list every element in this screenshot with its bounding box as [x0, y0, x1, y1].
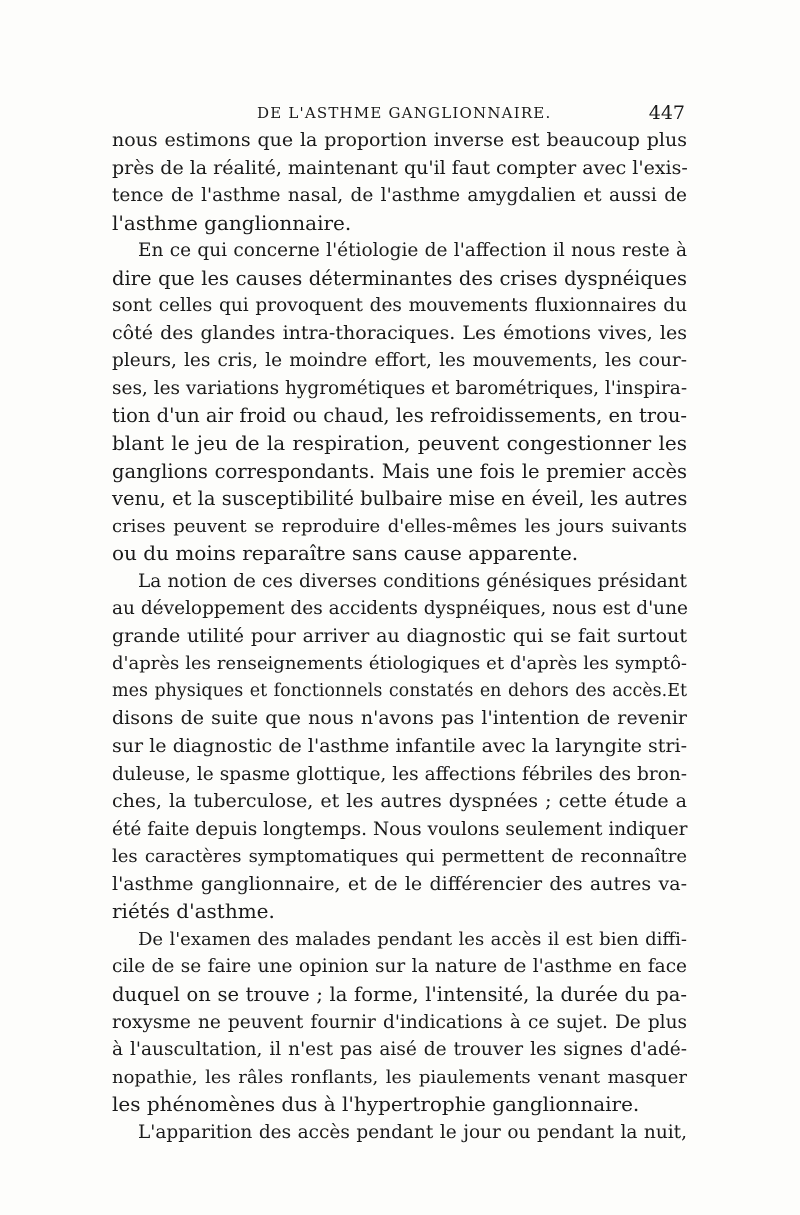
- text-line: roxysme ne peuvent fournir d'indications à ce sujet. De plus: [112, 1011, 687, 1033]
- running-title: DE L'ASTHME GANGLIONNAIRE.: [257, 104, 552, 122]
- text-line: mes physiques et fonctionnels constatés en dehors des accès.Et: [112, 680, 687, 701]
- text-line: L'apparition des accès pendant le jour ou pendant la nuit,: [138, 1121, 687, 1143]
- text-line: disons de suite que nous n'avons pas l'intention de revenir: [112, 707, 687, 730]
- text-line: les phénomènes dus à l'hypertrophie ganglionnaire.: [112, 1092, 640, 1117]
- text-line: De l'examen des malades pendant les accès il est bien diffi-: [138, 928, 687, 950]
- text-line: pleurs, les cris, le moindre effort, les mouvements, les cour-: [112, 350, 687, 372]
- text-line: duleuse, le spasme glottique, les affections fébriles des bron-: [112, 763, 687, 785]
- text-line: l'asthme ganglionnaire.: [112, 210, 352, 235]
- text-line: nous estimons que la proportion inverse est beaucoup plus: [112, 129, 687, 151]
- text-line: au développement des accidents dyspnéiques, nous est d'une: [112, 598, 688, 620]
- text-line: l'asthme ganglionnaire, et de le différencier des autres va-: [112, 872, 687, 895]
- text-line: ou du moins reparaître sans cause apparente.: [112, 541, 579, 566]
- text-line: sont celles qui provoquent des mouvements fluxionnaires du: [112, 295, 687, 317]
- text-line: venu, et la susceptibilité bulbaire mise en éveil, les autres: [112, 487, 688, 511]
- body-text: [112, 127, 687, 1146]
- text-line: à l'auscultation, il n'est pas aisé de trouver les signes d'adé-: [112, 1039, 687, 1061]
- text-line: tion d'un air froid ou chaud, les refroidissements, en trou-: [112, 404, 687, 428]
- text-line: d'après les renseignements étiologiques et d'après les symptô-: [112, 653, 687, 675]
- text-line: sur le diagnostic de l'asthme infantile avec la laryngite stri-: [112, 735, 687, 758]
- text-line: ganglions correspondants. Mais une fois le premier accès: [112, 459, 687, 483]
- text-line: tence de l'asthme nasal, de l'asthme amygdalien et aussi de: [112, 185, 687, 207]
- text-line: La notion de ces diverses conditions génésiques présidant: [138, 570, 687, 592]
- text-line: ses, les variations hygrométiques et barométriques, l'inspira-: [112, 377, 688, 399]
- text-line: nopathie, les râles ronflants, les piaulements venant masquer: [112, 1066, 687, 1088]
- text-line: blant le jeu de la respiration, peuvent congestionner les: [112, 431, 687, 456]
- text-line: dire que les causes déterminantes des crises dyspnéiques: [112, 266, 687, 290]
- text-line: cile de se faire une opinion sur la nature de l'asthme en face: [112, 956, 687, 978]
- text-line: près de la réalité, maintenant qu'il faut compter avec l'exis-: [112, 156, 688, 179]
- text-line: riétés d'asthme.: [112, 899, 275, 924]
- text-line: ches, la tuberculose, et les autres dyspnées ; cette étude a: [112, 790, 687, 813]
- text-line: les caractères symptomatiques qui permettent de reconnaître: [112, 846, 687, 868]
- running-head: [112, 102, 687, 130]
- text-line: En ce qui concerne l'étiologie de l'affection il nous reste à: [138, 240, 687, 262]
- text-line: été faite depuis longtemps. Nous voulons seulement indiquer: [112, 818, 688, 840]
- text-line: grande utilité pour arriver au diagnostic qui se fait surtout: [112, 624, 687, 647]
- text-line: duquel on se trouve ; la forme, l'intensité, la durée du pa-: [112, 982, 687, 1006]
- page-number: 447: [648, 102, 685, 124]
- text-line: crises peuvent se reproduire d'elles-mêmes les jours suivants: [112, 515, 687, 537]
- text-line: côté des glandes intra-thoraciques. Les émotions vives, les: [112, 321, 687, 344]
